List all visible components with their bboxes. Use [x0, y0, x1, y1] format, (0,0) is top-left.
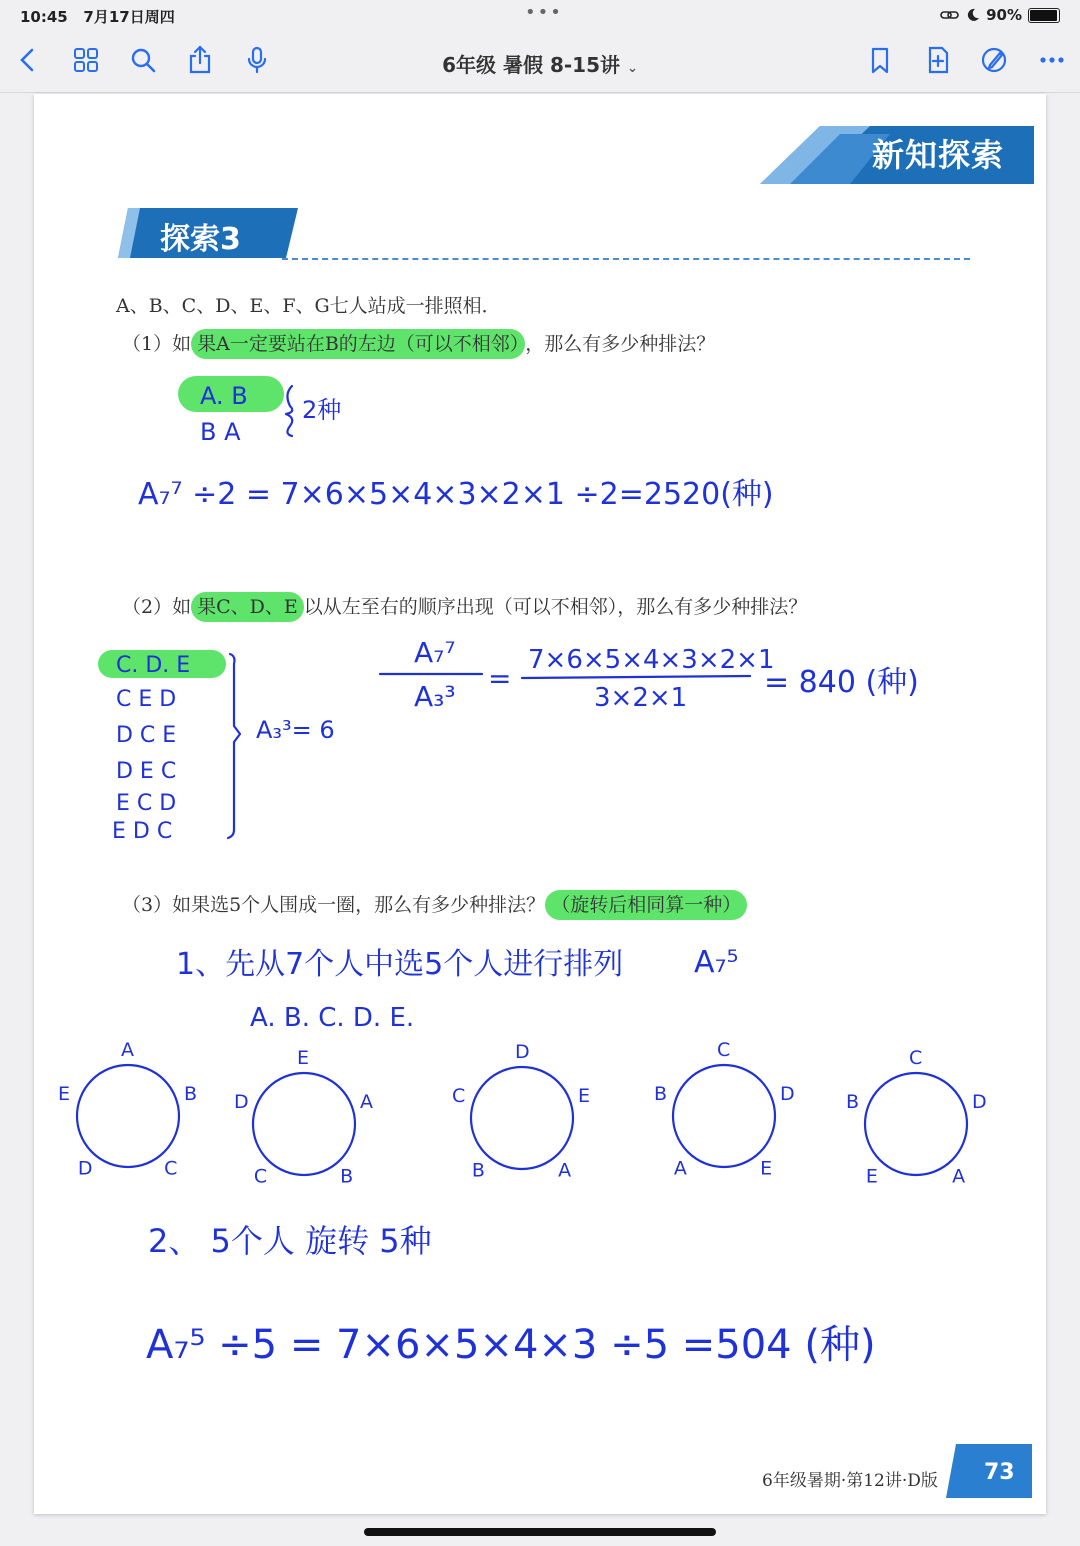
- home-indicator[interactable]: [364, 1528, 716, 1536]
- formula-q3: A₇⁵ ÷5 = 7×6×5×4×3 ÷5 =504 (种): [146, 1322, 876, 1368]
- status-time: 10:45 7月17日周四: [20, 8, 175, 26]
- circle-2: [253, 1073, 355, 1175]
- order-row-1: C. D. E: [116, 653, 191, 678]
- circle-1-label: B: [183, 1083, 198, 1106]
- circle-4-label: E: [760, 1157, 773, 1180]
- circle-4-label: D: [779, 1083, 795, 1106]
- multitask-dots-icon[interactable]: •••: [525, 2, 563, 23]
- page-number: 73: [984, 1460, 1015, 1485]
- step-2: 2、 5个人 旋转 5种: [148, 1222, 432, 1260]
- question-3: （3）如果选5个人围成一圈，那么有多少种排法？ （旋转后相同算一种）: [122, 890, 747, 917]
- circle-2-label: C: [253, 1165, 268, 1188]
- circle-3-label: E: [577, 1085, 590, 1108]
- circle-2-label: B: [340, 1165, 354, 1188]
- order-row-6: E D C: [112, 819, 173, 844]
- bookmark-icon[interactable]: [864, 44, 896, 76]
- document-page[interactable]: [34, 94, 1046, 1514]
- order-row-3: D C E: [116, 723, 177, 748]
- question-1: （1）如 果A一定要站在B的左边（可以不相邻） ，那么有多少种排法？: [122, 329, 715, 356]
- section-title: 探索3: [160, 222, 241, 257]
- order-count: A₃³= 6: [256, 716, 335, 744]
- circle-5-label: E: [865, 1165, 878, 1188]
- highlight-q2: 果C、D、E: [191, 592, 304, 622]
- highlight-q3: （旋转后相同算一种）: [545, 890, 747, 920]
- letters-abcde: A. B. C. D. E.: [250, 1003, 415, 1033]
- circle-1-label: E: [58, 1083, 71, 1106]
- circle-4-label: A: [673, 1157, 687, 1180]
- status-bar: [0, 0, 1080, 30]
- circle-5: [865, 1073, 967, 1175]
- circle-2-label: A: [359, 1091, 373, 1114]
- pair-row-2: B A: [200, 418, 241, 446]
- pair-row-1: A. B: [200, 382, 248, 410]
- circle-4: [673, 1065, 775, 1167]
- circle-diagrams: [58, 1039, 987, 1187]
- equals-sign: =: [488, 662, 512, 695]
- more-icon[interactable]: [1036, 44, 1068, 76]
- brace-q2: [228, 654, 240, 838]
- circle-3-label: B: [471, 1159, 485, 1182]
- add-page-icon[interactable]: [922, 44, 954, 76]
- order-row-5: E C D: [116, 791, 177, 816]
- order-row-4: D E C: [116, 759, 177, 784]
- document-title[interactable]: 6年级 暑假 8-15讲 ⌄: [442, 53, 638, 77]
- status-right: [940, 6, 1060, 24]
- step-1: 1、先从7个人中选5个人进行排列: [176, 947, 624, 982]
- circle-3: [471, 1067, 573, 1169]
- formula-q1: A₇⁷ ÷2 = 7×6×5×4×3×2×1 ÷2=2520(种): [138, 477, 774, 512]
- big-denominator: 3×2×1: [594, 683, 688, 713]
- battery-percent: 90%: [986, 6, 1022, 24]
- circle-1-label: C: [164, 1157, 178, 1180]
- circle-1-label: A: [121, 1039, 134, 1061]
- markup-pen-icon[interactable]: [978, 44, 1010, 76]
- result-q2: = 840 (种): [764, 665, 919, 700]
- fraction-bar-2: [522, 676, 750, 678]
- big-numerator: 7×6×5×4×3×2×1: [528, 645, 775, 675]
- pair-count: 2种: [302, 396, 342, 424]
- step-1-symbol: A₇⁵: [694, 945, 739, 980]
- banner-title: 新知探索: [872, 136, 1005, 174]
- intro-text: A、B、C、D、E、F、G七人站成一排照相．: [116, 295, 501, 317]
- chevron-down-icon[interactable]: ⌄: [626, 61, 638, 76]
- moon-icon: [966, 8, 980, 22]
- brace-q1: [286, 386, 292, 436]
- circle-5-label: C: [909, 1047, 923, 1069]
- circle-1-label: D: [77, 1157, 93, 1180]
- question-2: （2）如 果C、D、E 以从左至右的顺序出现（可以不相邻），那么有多少种排法？: [122, 592, 807, 619]
- circle-3-label: C: [452, 1085, 466, 1108]
- highlight-q1: 果A一定要站在B的左边（可以不相邻）: [191, 329, 525, 359]
- fraction-numerator: A₇⁷: [414, 636, 456, 669]
- circle-5-label: A: [952, 1165, 966, 1188]
- order-row-2: C E D: [116, 687, 177, 712]
- circle-4-label: C: [717, 1039, 731, 1061]
- circle-5-label: D: [971, 1091, 987, 1114]
- fraction-denominator: A₃³: [414, 680, 456, 713]
- circle-3-label: D: [515, 1041, 530, 1063]
- link-icon: [940, 8, 960, 22]
- battery-icon: [1028, 8, 1060, 23]
- footer-label: 6年级暑期·第12讲·D版: [762, 1471, 938, 1491]
- circle-1: [77, 1065, 179, 1167]
- circle-3-label: A: [558, 1159, 572, 1182]
- app-toolbar: [0, 32, 1080, 93]
- circle-2-label: E: [297, 1047, 310, 1069]
- handwriting-layer: [34, 94, 1046, 1514]
- circle-2-label: D: [234, 1091, 249, 1114]
- circle-5-label: B: [846, 1091, 860, 1114]
- circle-4-label: B: [654, 1083, 668, 1106]
